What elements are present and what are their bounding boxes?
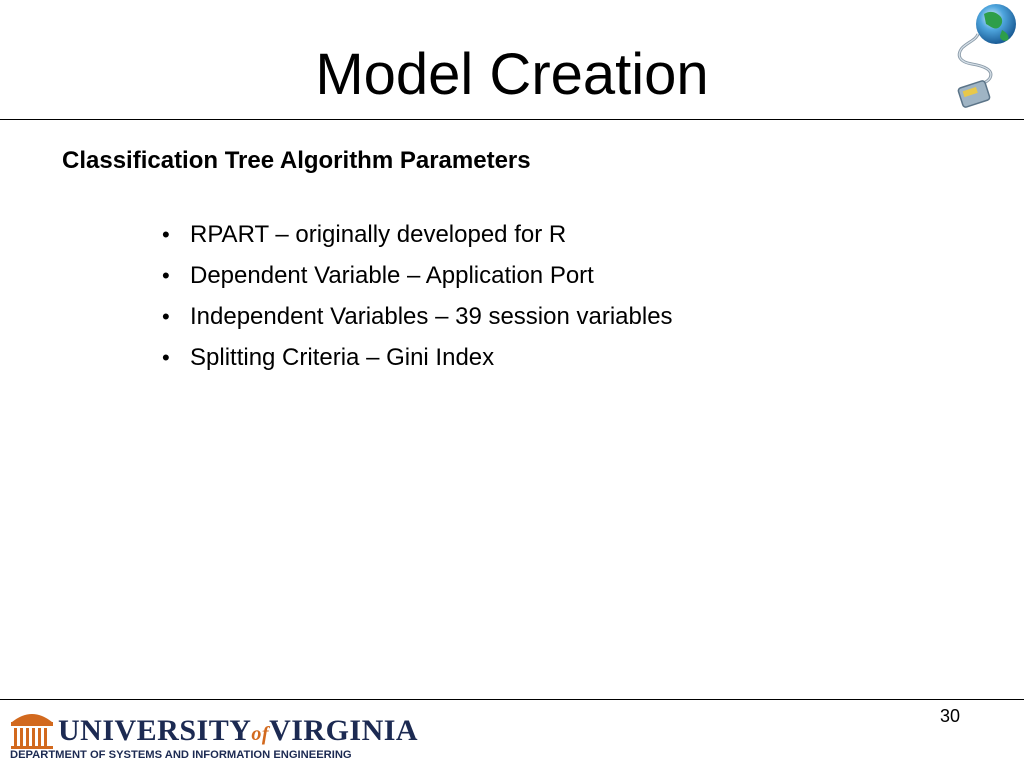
- bullet-text: Splitting Criteria – Gini Index: [190, 344, 495, 371]
- list-item: [162, 337, 673, 378]
- university-logo: [10, 704, 440, 762]
- svg-text:UNIVERSITYofVIRGINIA: UNIVERSITYofVIRGINIA: [58, 714, 419, 747]
- bullet-text: Dependent Variable – Application Port: [190, 262, 594, 289]
- bullet-text: Independent Variables – 39 session variables: [190, 303, 673, 330]
- list-item: [162, 214, 673, 255]
- bullet-marker: •: [162, 345, 170, 370]
- bullet-marker: •: [162, 222, 170, 247]
- title-divider: [0, 119, 1024, 120]
- bullet-marker: •: [162, 263, 170, 288]
- footer-divider: [0, 699, 1024, 700]
- page-number: 30: [939, 706, 961, 726]
- list-item: [162, 255, 673, 296]
- slide-title: Model Creation: [315, 42, 709, 107]
- globe-network-cable-icon: [948, 0, 1024, 112]
- svg-text:DEPARTMENT OF SYSTEMS AND INFO: DEPARTMENT OF SYSTEMS AND INFORMATION ENGINEERING: [10, 749, 352, 761]
- rotunda-icon: [11, 714, 53, 749]
- bullet-marker: •: [162, 304, 170, 329]
- bullet-text: RPART – originally developed for R: [190, 221, 567, 248]
- bullet-list: [162, 214, 673, 378]
- section-heading: Classification Tree Algorithm Parameters: [62, 147, 531, 174]
- list-item: [162, 296, 673, 337]
